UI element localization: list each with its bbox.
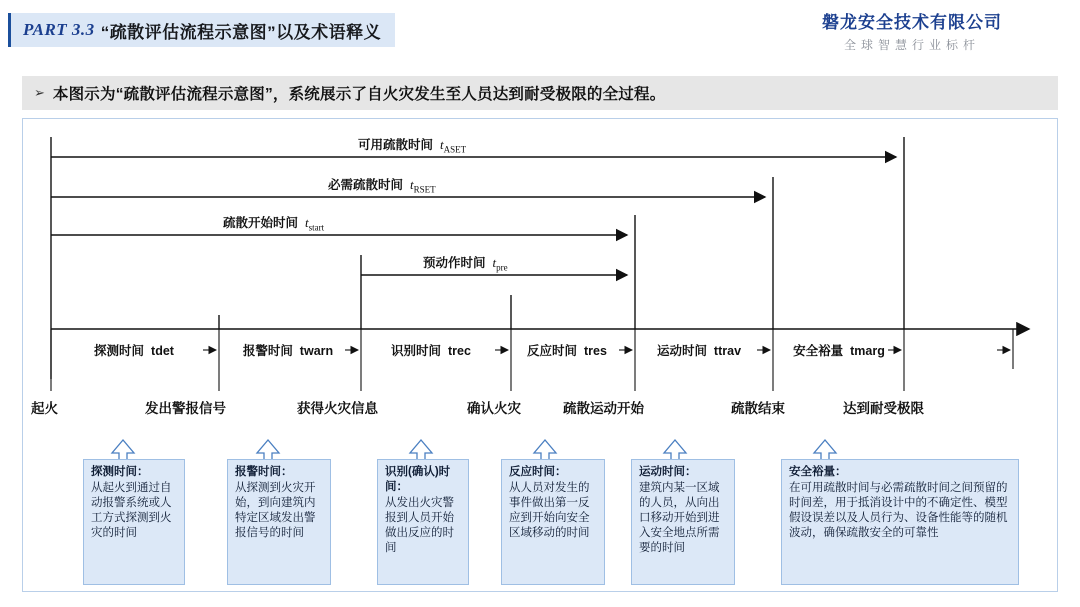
segment-label-marg: 安全裕量 tmarg [793,344,885,358]
milestone-5: 疏散结束 [731,401,785,416]
note-box-rec [377,459,469,585]
note-box-warn [227,459,331,585]
note-body-warn: 从探测到火灾开始，到向建筑内特定区域发出警报信号的时间 [235,482,316,539]
note-body-res: 从人员对发生的事件做出第一反应到开始向安全区域移动的时间 [509,482,590,539]
note-body-det: 从起火到通过自动报警系统或人工方式探测到火灾的时间 [91,482,172,539]
milestone-2: 获得火灾信息 [297,401,378,416]
bullet-arrow-icon: ➢ [34,85,45,100]
milestone-4: 疏散运动开始 [563,401,644,416]
note-box-marg [781,459,1019,585]
note-title-trav: 运动时间： [639,466,697,478]
evacuation-process-diagram [22,118,1058,592]
note-title-res: 反应时间： [509,466,567,478]
slide-title-pill [8,13,395,47]
note-body-trav: 建筑内某一区域的人员，从向出口移动开始到进入安全地点所需要的时间 [639,482,720,554]
note-title-warn: 报警时间： [235,466,293,478]
segment-label-trav: 运动时间 ttrav [656,344,742,358]
note-box-trav [631,459,735,585]
bar-label-pre: 预动作时间 $t_{pre}$ [423,255,508,273]
milestone-3: 确认火灾 [467,401,521,416]
page-title: “疏散评估流程示意图”以及术语释义 [100,22,382,42]
note-body-marg: 在可用疏散时间与必需疏散时间之间预留的时间差，用于抵消设计中的不确定性、模型假设误差以及人员行为、设备性能等的随机波动，确保疏散安全的可靠性 [789,482,1008,539]
note-title-marg: 安全裕量： [789,466,847,478]
note-body-rec: 从发出火灾警报到人员开始做出反应的时间 [385,497,454,554]
segment-label-warn: 报警时间 twarn [242,344,334,358]
milestone-6: 达到耐受极限 [843,401,924,416]
note-box-det [83,459,185,585]
header-band [0,0,1080,58]
note-title-det: 探测时间： [91,466,149,478]
part-tag: PART 3.3 [23,20,95,39]
brand-slogan: 全球智慧行业标杆 [843,38,980,52]
milestone-1: 发出警报信号 [145,401,226,416]
lead-text: 本图示为“疏散评估流程示意图”，系统展示了自火灾发生至人员达到耐受极限的全过程。 [52,86,666,103]
segment-label-det: 探测时间 tdet [94,344,174,358]
bar-label-start: 疏散开始时间 $t_{start}$ [223,215,325,233]
note-title-rec: 识别(确认)时间： [385,466,451,493]
bar-label-aset: 可用疏散时间 $t_{ASET}$ [358,137,467,155]
segment-label-rec: 识别时间 trec [391,344,471,358]
bar-label-rset: 必需疏散时间 $t_{RSET}$ [328,177,436,195]
brand-name: 磐龙安全技术有限公司 [822,13,1002,32]
milestone-0: 起火 [31,401,58,416]
note-box-res [501,459,605,585]
brand-block [762,8,1062,53]
lead-callout [22,76,1058,110]
segment-label-res: 反应时间 tres [527,344,607,358]
